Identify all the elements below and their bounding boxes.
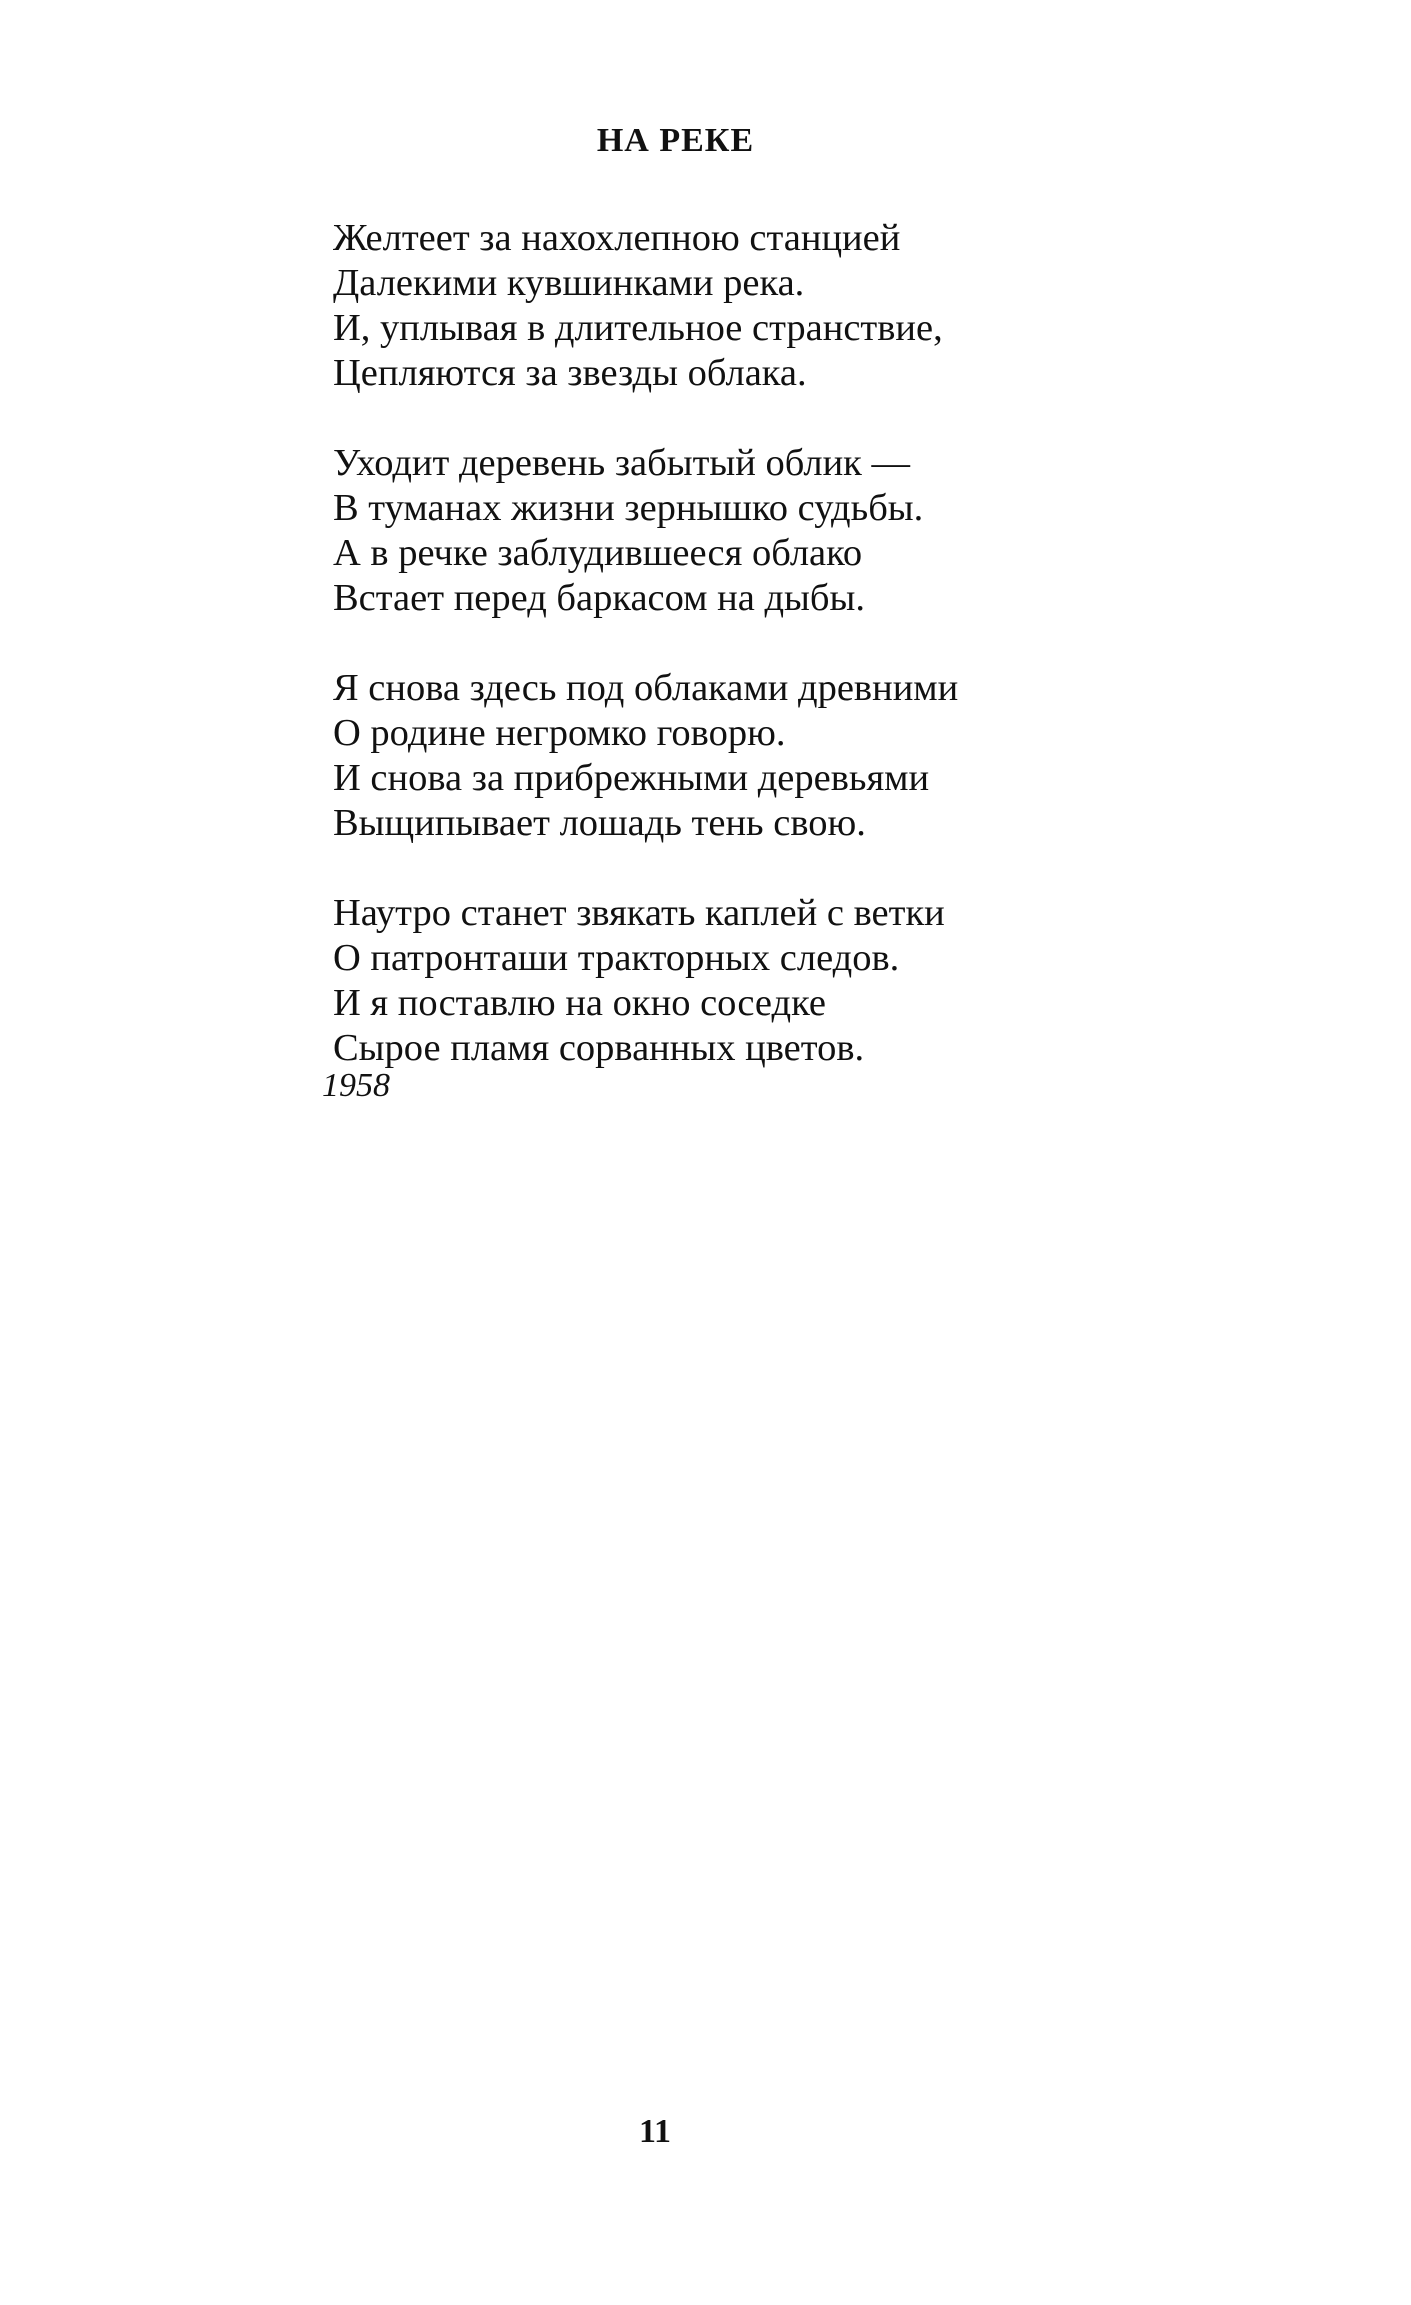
poem-line: Желтеет за нахохлепною станцией	[333, 217, 901, 259]
poem-title: НА РЕКЕ	[596, 122, 755, 159]
poem-line: О родине негромко говорю.	[333, 712, 786, 754]
poem-line: И снова за прибрежными деревьями	[333, 757, 930, 799]
poem-line: Встает перед баркасом на дыбы.	[333, 577, 866, 619]
poem-line: Далекими кувшинками река.	[333, 262, 805, 304]
poem-date: 1958	[322, 1067, 390, 1104]
poem-line: И я поставлю на окно соседке	[333, 982, 826, 1024]
page-number: 11	[638, 2113, 672, 2150]
stanza-1	[333, 216, 1333, 396]
stanza-3	[333, 666, 1333, 846]
poem-line: Сырое пламя сорванных цветов.	[333, 1027, 865, 1069]
stanza-2	[333, 441, 1333, 621]
poem-line: Я снова здесь под облаками древними	[333, 667, 959, 709]
poem-line: В туманах жизни зернышко судьбы.	[333, 487, 924, 529]
poem-line: Уходит деревень забытый облик —	[333, 442, 911, 484]
poem-line: Наутро станет звякать каплей с ветки	[333, 892, 945, 934]
poem-line: И, уплывая в длительное странствие,	[333, 307, 943, 349]
poem-line: О патронташи тракторных следов.	[333, 937, 900, 979]
poem-line: А в речке заблудившееся облако	[333, 532, 863, 574]
poem-body	[333, 216, 1333, 1116]
poem-line: Выщипывает лошадь тень свою.	[333, 802, 866, 844]
poem-line: Цепляются за звезды облака.	[333, 352, 807, 394]
stanza-4	[333, 891, 1333, 1071]
